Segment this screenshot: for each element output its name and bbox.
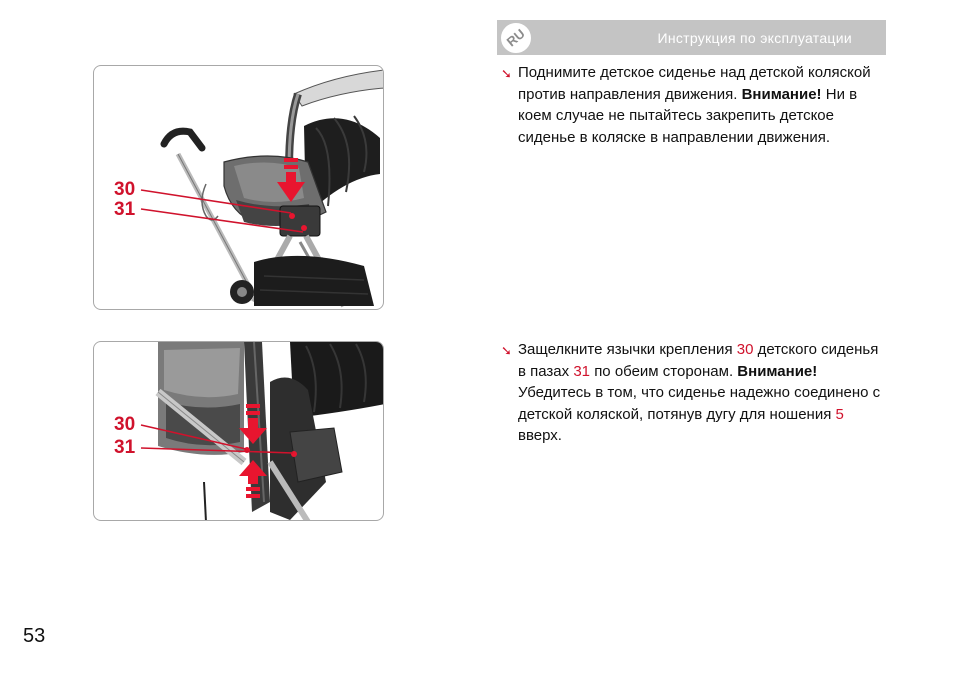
header-title: Инструкция по эксплуатации [657, 30, 852, 46]
arrow-down-right-icon: ➘ [501, 343, 512, 358]
header-bar [497, 20, 886, 55]
warning-label: Внимание! [741, 85, 822, 103]
instruction-latch-seat [502, 339, 882, 447]
instruction-lift-seat [502, 62, 882, 148]
stroller-seat-illustration [94, 66, 384, 310]
warning-label: Внимание! [737, 362, 818, 380]
figure-latch-seat [93, 341, 384, 521]
warning-text: вверх. [518, 427, 562, 444]
instruction-text: Защелкните язычки крепления [518, 341, 733, 358]
reference-number-5: 5 [835, 405, 844, 423]
callout-30-fig2: 30 [114, 414, 136, 435]
figure-lift-seat [93, 65, 384, 310]
instruction-paragraph [502, 339, 882, 447]
page-number: 53 [23, 625, 46, 647]
callout-31-fig1: 31 [114, 199, 136, 220]
language-badge [500, 22, 532, 54]
instruction-paragraph [502, 62, 882, 148]
warning-text: Убедитесь в том, что сиденье надежно соединено с детской коляской, потянув дугу для ношения [518, 384, 881, 423]
arrow-down-right-icon: ➘ [501, 66, 512, 81]
instruction-text: детского сиденья в пазах [518, 341, 879, 380]
warning-text: Ни в коем случае не пытайтесь закрепить детское сиденье в коляске в направлении движения. [518, 85, 858, 146]
reference-number-30: 30 [736, 341, 754, 358]
language-code: RU [503, 25, 528, 50]
reference-number-31: 31 [573, 362, 591, 380]
callout-31-fig2: 31 [114, 437, 136, 458]
instruction-text: по обеим сторонам. [594, 362, 734, 380]
seat-latch-closeup-illustration [94, 342, 384, 521]
callout-30-fig1: 30 [114, 179, 136, 200]
instruction-text: Поднимите детское сиденье над детской коляской против направления движения. [518, 64, 871, 103]
